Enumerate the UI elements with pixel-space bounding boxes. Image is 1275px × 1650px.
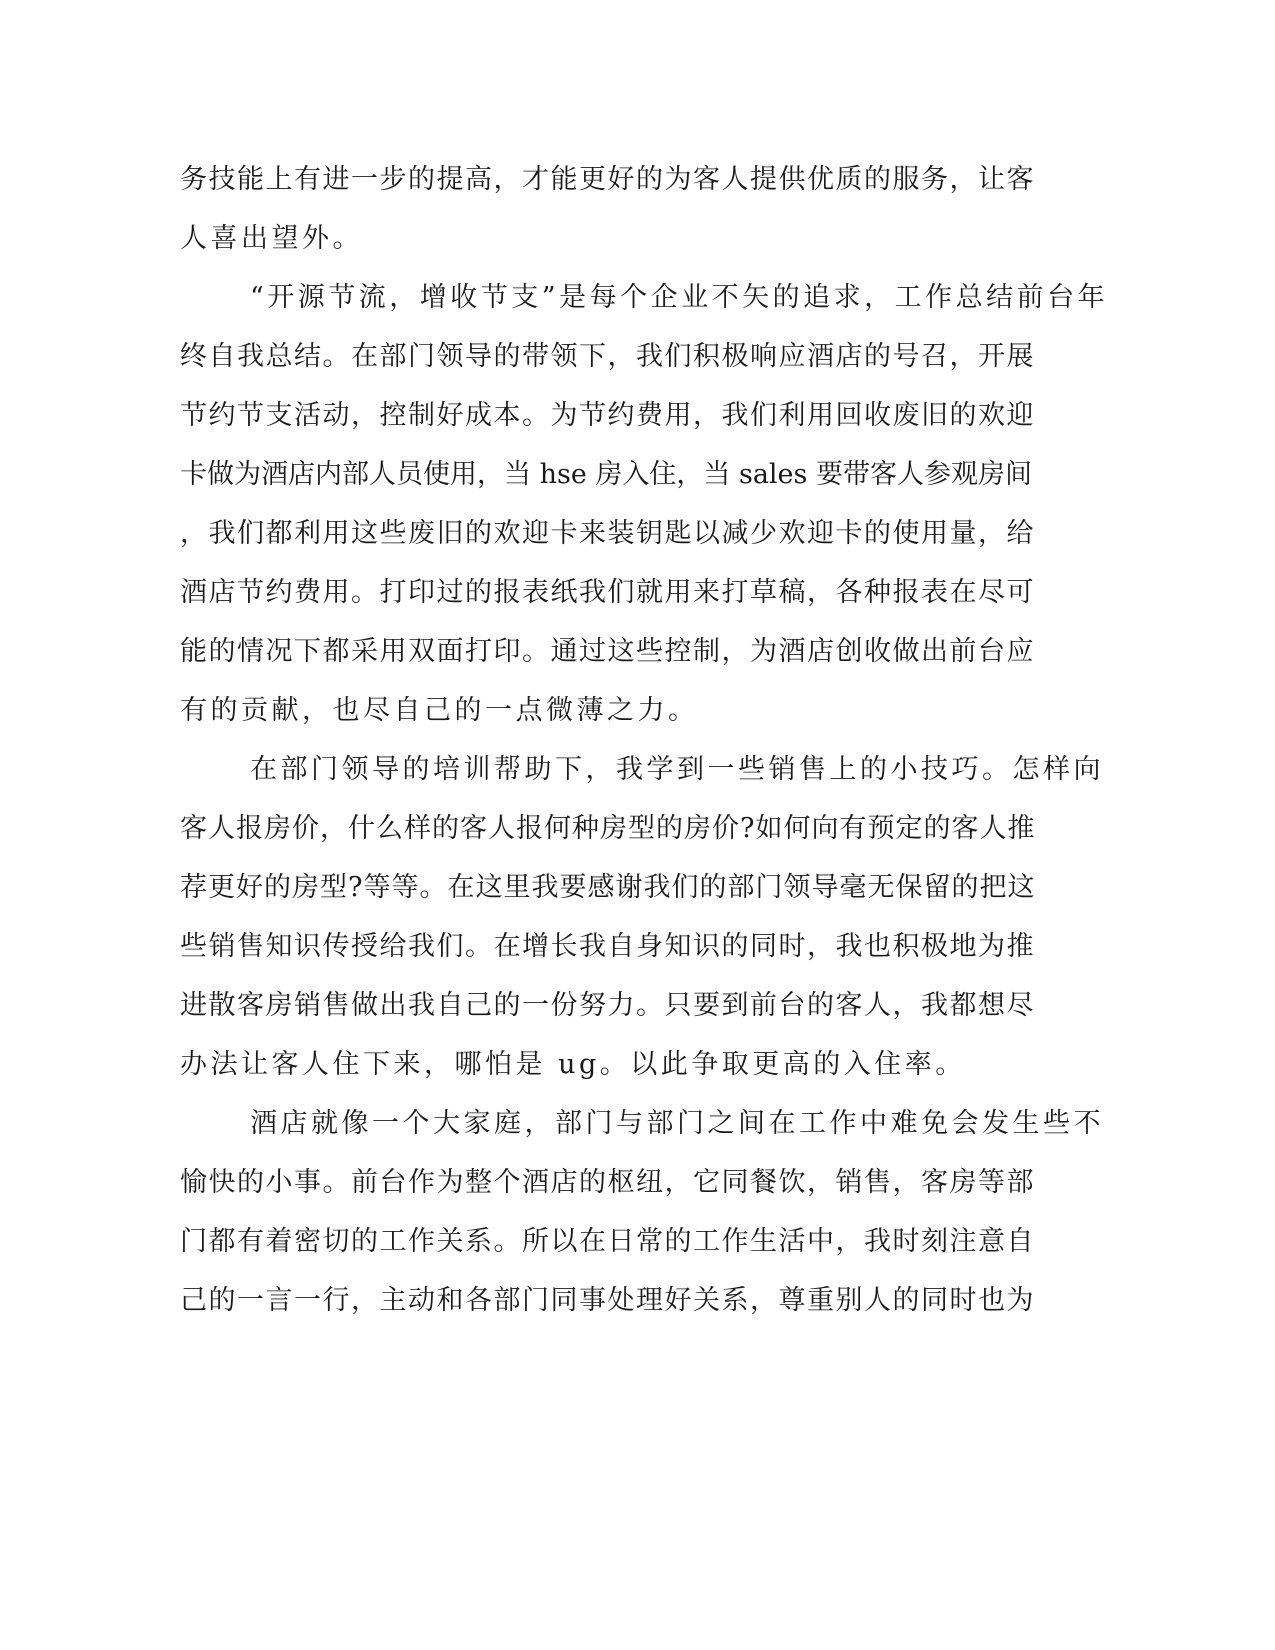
paragraph-first-line: “开源节流，增收节支”是每个企业不矢的追求，工作总结前台年	[250, 282, 1109, 313]
text-line: 务技能上有进一步的提高，才能更好的为客人提供优质的服务，让客	[180, 164, 1035, 195]
text-line: 己的一言一行，主动和各部门同事处理好关系，尊重别人的同时也为	[180, 1285, 1035, 1316]
text-line: 客人报房价，什么样的客人报何种房型的房价?如何向有预定的客人推	[180, 813, 1036, 844]
text-line: 愉快的小事。前台作为整个酒店的枢纽，它同餐饮，销售，客房等部	[180, 1167, 1035, 1198]
text-line: 卡做为酒店内部人员使用，当 hse 房入住，当 sales 要带客人参观房间	[180, 459, 1032, 490]
paragraph-first-line: 酒店就像一个大家庭，部门与部门之间在工作中难免会发生些不	[250, 1108, 1104, 1139]
text-line: 能的情况下都采用双面打印。通过这些控制，为酒店创收做出前台应	[180, 636, 1035, 667]
paragraph-first-line: 在部门领导的培训帮助下，我学到一些销售上的小技巧。怎样向	[250, 754, 1104, 785]
text-line: 酒店节约费用。打印过的报表纸我们就用来打草稿，各种报表在尽可	[180, 577, 1035, 608]
text-line: 有的贡献，也尽自己的一点微薄之力。	[180, 695, 699, 726]
text-line: 门都有着密切的工作关系。所以在日常的工作生活中，我时刻注意自	[180, 1226, 1035, 1257]
text-line: 节约节支活动，控制好成本。为节约费用，我们利用回收废旧的欢迎	[180, 400, 1035, 431]
text-line: 进散客房销售做出我自己的一份努力。只要到前台的客人，我都想尽	[180, 990, 1035, 1021]
text-line: 办法让客人住下来，哪怕是 ug。以此争取更高的入住率。	[180, 1049, 966, 1080]
text-line: 荐更好的房型?等等。在这里我要感谢我们的部门领导毫无保留的把这	[180, 872, 1036, 903]
text-line: 人喜出望外。	[180, 223, 363, 254]
text-line: 终自我总结。在部门领导的带领下，我们积极响应酒店的号召，开展	[180, 341, 1035, 372]
text-line: ，我们都利用这些废旧的欢迎卡来装钥匙以减少欢迎卡的使用量，给	[180, 518, 1035, 549]
text-line: 些销售知识传授给我们。在增长我自身知识的同时，我也积极地为推	[180, 931, 1035, 962]
